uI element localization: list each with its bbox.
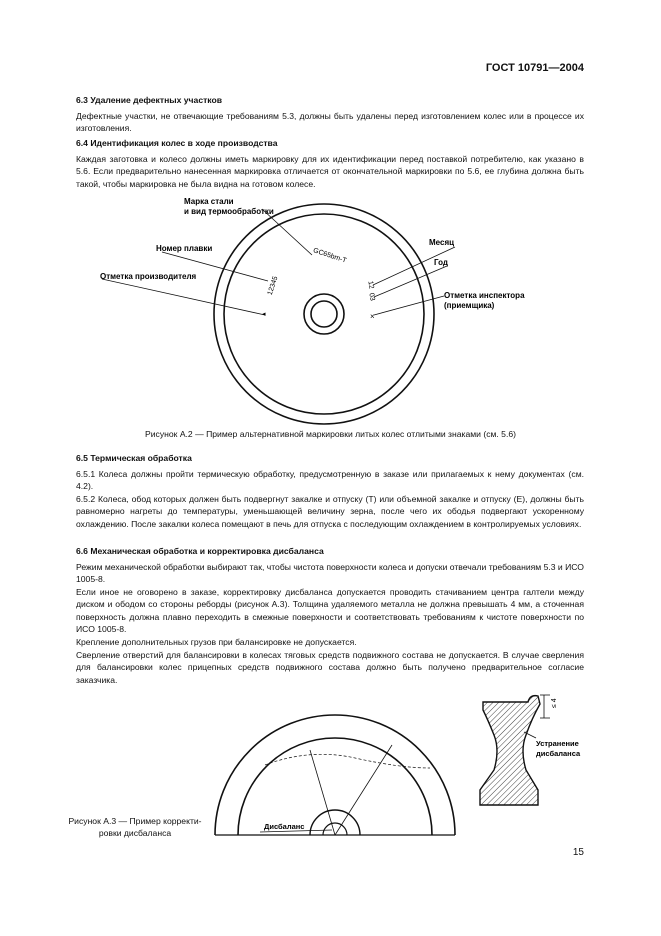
label-year: Год <box>434 258 448 267</box>
label-maker: Отметка производителя <box>100 272 197 281</box>
section-6-5-title: 6.5 Термическая обработка <box>76 453 192 463</box>
mark-maker: ◂ <box>262 311 266 318</box>
mark-inspector: × <box>370 312 375 321</box>
label-dim: ≤ 4 <box>551 698 558 708</box>
section-6-5-2: 6.5.2 Колеса, обод которых должен быть подвергнут закалке и отпуску (Т) или объемной закалке и отпуску (Е), должны быть равномерно нагреты до температуры, уменьшающей величину зерна, после чего их ободья подвергают ускоренному охлаждению. После закалки колеса помещают в печь для отпуска с последующим охлаждением в контролируемых условиях. <box>76 494 584 529</box>
section-6-6-p4: Сверление отверстий для балансировки в колесах тяговых средств подвижного состава не допускается. В случае сверления для балансировки колес прицепных средств подвижного состава должно быть получено предварительное согласие заказчика. <box>76 650 584 685</box>
label-imbalance: Дисбаланс <box>264 822 305 831</box>
figure-a3-imbalance <box>160 690 590 840</box>
section-6-6-p3: Крепление дополнительных грузов при балансировке не допускается. <box>76 637 357 647</box>
section-6-5-1: 6.5.1 Колеса должны пройти термическую обработку, предусмотренную в заказе или прилагаемых к нему документах (см. 4.2). <box>76 469 584 492</box>
figure-a3-caption <box>50 815 220 840</box>
leader-year <box>374 266 447 297</box>
section-6-3-title: 6.3 Удаление дефектных участков <box>76 95 223 105</box>
label-month: Месяц <box>429 238 455 247</box>
section-6-6-title: 6.6 Механическая обработка и корректировка дисбаланса <box>76 546 324 556</box>
wheel-inner-rim <box>224 214 424 414</box>
wheel-inner-arc <box>238 738 432 835</box>
mark-steel: GC65bm-T <box>312 247 348 265</box>
section-6-4-title: 6.4 Идентификация колес в ходе производства <box>76 138 278 148</box>
mark-melt: 12345 <box>266 275 280 297</box>
mark-month: 12 <box>366 280 375 290</box>
label-melt: Номер плавки <box>156 244 213 253</box>
wheel-outer-arc <box>215 715 455 835</box>
wheel-outer-rim <box>214 204 434 424</box>
label-removal-1: Устранение <box>536 739 579 748</box>
mark-year: 03 <box>367 292 376 302</box>
wheel-hub-outer <box>304 294 344 334</box>
label-inspector-1: Отметка инспектора <box>444 291 525 300</box>
section-6-3-body <box>76 110 584 135</box>
label-removal-2: дисбаланса <box>536 749 581 758</box>
leader-maker <box>102 279 265 315</box>
rim-profile-section <box>480 696 540 805</box>
section-6-3-text: Дефектные участки, не отвечающие требованиям 5.3, должны быть удалены перед изготовлением колес или в процессе их изготовления. <box>76 111 584 134</box>
radius-line-right <box>335 745 392 835</box>
figure-a3-caption-2: ровки дисбаланса <box>98 828 172 839</box>
wheel-dashed-line <box>265 754 430 768</box>
figure-a3-caption-1: Рисунок А.3 — Пример корректи- <box>68 816 202 826</box>
hub-inner <box>323 823 347 835</box>
label-steel-1: Марка стали <box>184 197 234 206</box>
figure-a2-caption: Рисунок А.2 — Пример альтернативной маркировки литых колес отлитыми знаками (см. 5.6) <box>145 429 516 439</box>
wheel-hub-inner <box>311 301 337 327</box>
figure-a2-wheel-marking <box>90 195 550 425</box>
label-inspector-2: (приемщика) <box>444 301 495 310</box>
section-6-4-body: Каждая заготовка и колесо должны иметь маркировку для их идентификации перед поставкой потребителю, как указано в 5.6. Если предварительно нанесенная маркировка отличается от окончательной маркировки по 5.6, ее глубина должна быть такой, чтобы маркировка не была видна на готовом колесе. <box>76 154 584 189</box>
page-number: 15 <box>572 847 584 858</box>
label-steel-2: и вид термообработки <box>184 207 274 216</box>
section-6-6-p2: Если иное не оговорено в заказе, корректировку дисбаланса допускается проводить стачиванием центра галтели между диском и ободом со стороны реборды (рисунок А.3). Толщина удаляемого металла не должна превышать 4 мм, а сточенная поверхность должна плавно переходить в смежные поверхности и соответствовать требованиям к чистоте поверхности по ИСО 1005-8. <box>76 587 584 635</box>
section-6-6-p1: Режим механической обработки выбирают так, чтобы чистота поверхности колеса и допуски отвечали требованиям 5.3 и ИСО 1005-8. <box>76 562 584 585</box>
page-header: ГОСТ 10791—2004 <box>485 62 584 74</box>
